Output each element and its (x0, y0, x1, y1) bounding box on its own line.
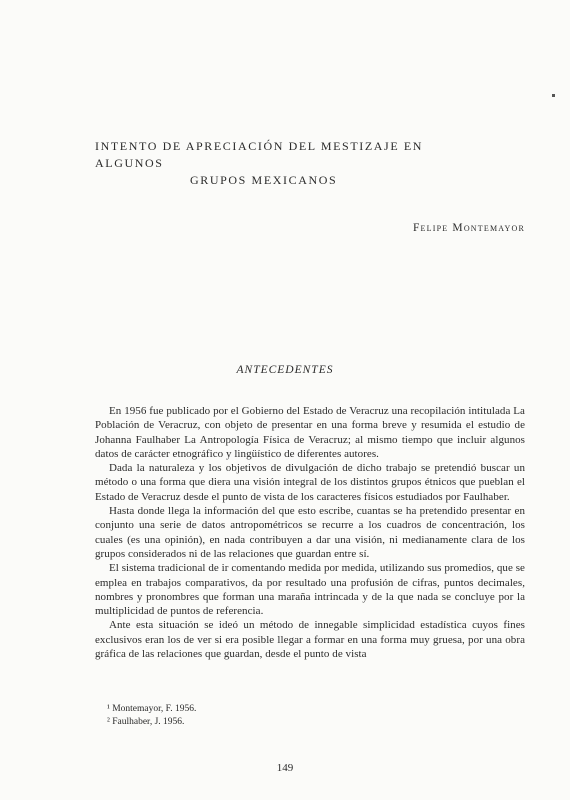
paragraph: En 1956 fue publicado por el Gobierno del Estado de Veracruz una recopilación intitulada La Población de Veracruz, con objeto de presentar en una forma breve y resumida el estudio de Johanna Faulhaber La Antropología Física de Veracruz; al mismo tiempo que incluir algunos datos de carácter etnográfico y lingüístico de diferentes autores. (95, 405, 525, 460)
footnotes (95, 703, 395, 729)
author-name: Felipe Montemayor (412, 222, 525, 234)
footnote: ¹ Montemayor, F. 1956. (107, 704, 197, 714)
footnote: ² Faulhaber, J. 1956. (107, 717, 185, 727)
title-line-2: GRUPOS MEXICANOS (190, 173, 338, 187)
body-text (95, 404, 525, 661)
section-heading: ANTECEDENTES (236, 364, 334, 376)
paragraph: Ante esta situación se ideó un método de innegable simplicidad estadística cuyos fines exclusivos eran los de ver si era posible llegar a formar en una forma muy gruesa, por una obra gráfica de las relaciones que guardan, desde el punto de vista (95, 619, 525, 661)
paragraph: Hasta donde llega la información del que esto escribe, cuantas se ha pretendido presentar en conjunto una serie de datos antropométricos se recurre a los cuadros de concentración, los cuales (es una opinión), en nada contribuyen a dar una visión, ni medianamente clara de los grupos considerados ni de las relaciones que guardan entre sí. (95, 505, 525, 560)
paragraph: Dada la naturaleza y los objetivos de divulgación de dicho trabajo se pretendió buscar un método o una forma que diera una visión integral de los distintos grupos étnicos que pueblan el Estado de Veracruz desde el punto de vista de los caracteres físicos estudiados por Faulhaber. (95, 462, 525, 503)
paragraph: El sistema tradicional de ir comentando medida por medida, utilizando sus promedios, que se emplea en trabajos comparativos, da por resultado una profusión de cifras, puntos decimales, nombres y pronombres que forman una maraña intrincada y de la que nada se concluye por la multiplicidad de puntos de referencia. (95, 562, 525, 618)
margin-mark (552, 94, 555, 97)
title-line-1: INTENTO DE APRECIACIÓN DEL MESTIZAJE EN ALGUNOS (95, 139, 424, 170)
page-number: 149 (276, 762, 294, 774)
article-title (95, 138, 495, 189)
